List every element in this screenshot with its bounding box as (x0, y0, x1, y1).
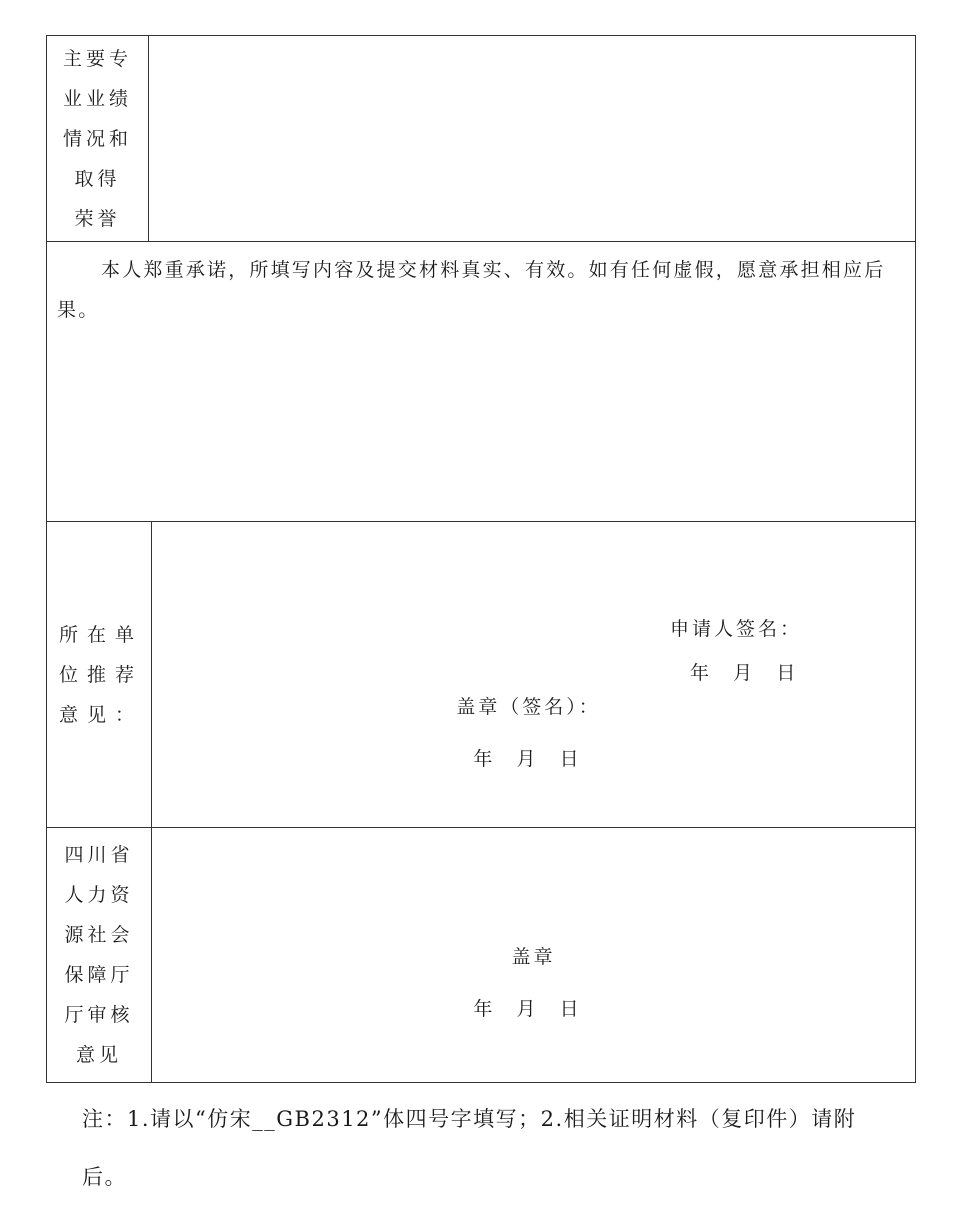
achievements-label-line: 取得 (74, 167, 121, 190)
form-footnote: 注：1.请以“仿宋__GB2312”体四号字填写；2.相关证明材料（复印件）请附后。 (82, 1107, 857, 1189)
dept-opinion-row (47, 828, 915, 1082)
unit-opinion-label-line: 所在单 (59, 623, 144, 646)
dept-opinion-content-cell[interactable] (152, 828, 915, 1082)
dept-opinion-label-line: 源社会 (64, 924, 134, 946)
dept-opinion-label-line: 意见 (75, 1044, 122, 1066)
applicant-signature-date: 年 月 日 (690, 662, 796, 684)
achievements-label-line: 情况和 (62, 127, 132, 150)
dept-stamp-date: 年 月 日 (473, 998, 579, 1020)
achievements-content-cell[interactable] (149, 36, 915, 241)
unit-opinion-label-line: 位推荐 (59, 663, 144, 686)
dept-opinion-label-line: 四川省 (64, 844, 134, 866)
applicant-signature-label: 申请人签名： (670, 618, 803, 640)
achievements-label-line: 业业绩 (62, 87, 132, 110)
unit-stamp-label: 盖章（签名）： (456, 696, 601, 718)
dept-opinion-label-line: 人力资 (64, 884, 134, 906)
dept-opinion-label-line: 厅审核 (64, 1004, 134, 1026)
unit-opinion-content-cell[interactable] (152, 522, 915, 827)
unit-opinion-row (47, 522, 915, 828)
unit-stamp-date: 年 月 日 (473, 748, 579, 770)
achievements-row (47, 36, 915, 242)
unit-stamp-block (152, 692, 915, 771)
unit-opinion-label-line: 意见： (59, 703, 144, 726)
dept-stamp-label: 盖章 (511, 946, 556, 968)
application-form-table (46, 35, 916, 1083)
unit-opinion-label (47, 522, 152, 827)
dept-stamp-block (152, 942, 915, 1021)
promise-statement: 本人郑重承诺，所填写内容及提交材料真实、有效。如有任何虚假，愿意承担相应后果。 (57, 259, 886, 321)
dept-opinion-label (47, 828, 152, 1082)
achievements-label (47, 36, 149, 241)
achievements-label-line: 荣誉 (74, 207, 121, 230)
achievements-label-line: 主要专 (62, 47, 132, 70)
dept-opinion-label-line: 保障厅 (64, 964, 134, 986)
